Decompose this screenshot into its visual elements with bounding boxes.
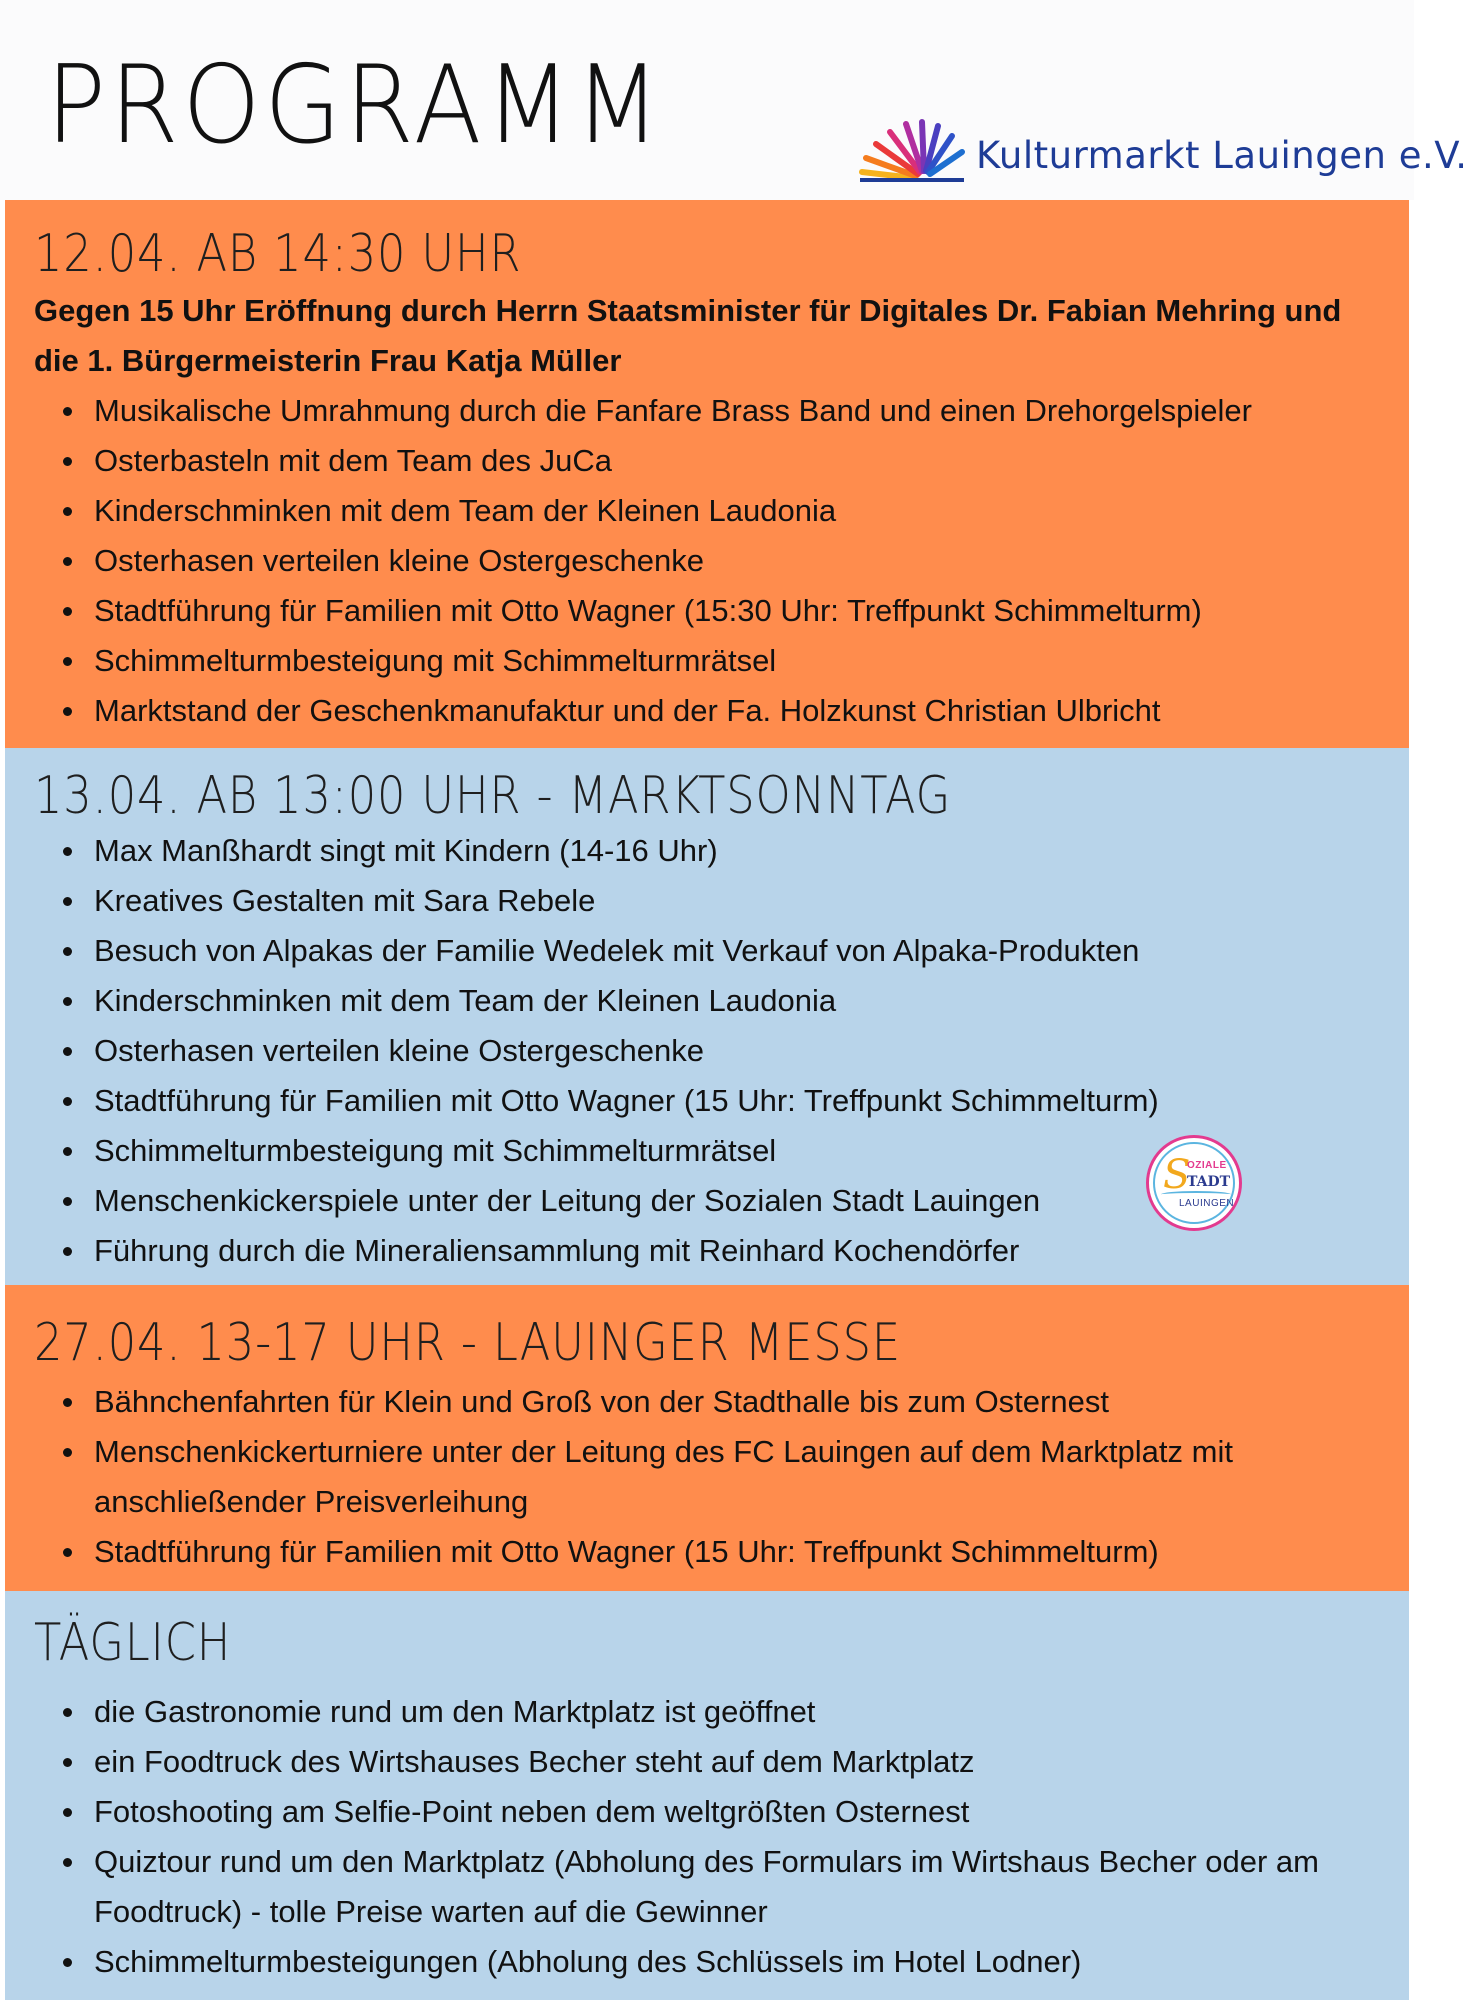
list-item: Marktstand der Geschenkmanufaktur und der Fa. Holzkunst Christian Ulbricht <box>34 686 1389 736</box>
list-item: Max Manßhardt singt mit Kindern (14-16 Uhr) <box>34 826 1389 876</box>
fan-rays-icon <box>856 120 966 184</box>
program-list <box>34 1687 1389 1987</box>
badge-line2: TADT <box>1187 1174 1231 1190</box>
program-list <box>34 1377 1389 1577</box>
list-item: die Gastronomie rund um den Marktplatz ist geöffnet <box>34 1687 1389 1737</box>
list-item: Osterbasteln mit dem Team des JuCa <box>34 436 1389 486</box>
list-item: Stadtführung für Familien mit Otto Wagner (15:30 Uhr: Treffpunkt Schimmelturm) <box>34 586 1389 636</box>
list-item: Musikalische Umrahmung durch die Fanfare Brass Band und einen Drehorgelspieler <box>34 386 1389 436</box>
list-item: Bähnchenfahrten für Klein und Groß von der Stadthalle bis zum Osternest <box>34 1377 1389 1427</box>
badge-line3: LAUINGEN <box>1179 1198 1235 1209</box>
soziale-stadt-logo <box>1146 1135 1242 1231</box>
list-item: Schimmelturmbesteigung mit Schimmelturmrätsel <box>34 1126 1389 1176</box>
list-item: Kinderschminken mit dem Team der Kleinen Laudonia <box>34 976 1389 1026</box>
program-list <box>34 386 1389 736</box>
section-27-04 <box>5 1285 1409 1591</box>
list-item: Besuch von Alpakas der Familie Wedelek mit Verkauf von Alpaka-Produkten <box>34 926 1389 976</box>
section-heading: TÄGLICH <box>34 1613 232 1673</box>
list-item: Kreatives Gestalten mit Sara Rebele <box>34 876 1389 926</box>
list-item: Fotoshooting am Selfie-Point neben dem weltgrößten Osternest <box>34 1787 1389 1837</box>
list-item: Stadtführung für Familien mit Otto Wagner (15 Uhr: Treffpunkt Schimmelturm) <box>34 1527 1389 1577</box>
list-item: ein Foodtruck des Wirtshauses Becher steht auf dem Marktplatz <box>34 1737 1389 1787</box>
logo-text: Kulturmarkt Lauingen e.V. <box>976 134 1468 177</box>
list-item: Quiztour rund um den Marktplatz (Abholung des Formulars im Wirtshaus Becher oder am Foodtruck) - tolle Preise warten auf die Gewinner <box>34 1837 1389 1937</box>
list-item: Schimmelturmbesteigung mit Schimmelturmrätsel <box>34 636 1389 686</box>
section-heading: 12.04. AB 14:30 UHR <box>34 224 522 284</box>
badge-letter: S <box>1163 1152 1191 1198</box>
wave-icon <box>1161 1191 1231 1198</box>
list-item: Stadtführung für Familien mit Otto Wagner (15 Uhr: Treffpunkt Schimmelturm) <box>34 1076 1389 1126</box>
list-item: Osterhasen verteilen kleine Ostergeschenke <box>34 536 1389 586</box>
list-item: Kinderschminken mit dem Team der Kleinen Laudonia <box>34 486 1389 536</box>
list-item: Schimmelturmbesteigungen (Abholung des Schlüssels im Hotel Lodner) <box>34 1937 1389 1987</box>
section-heading: 27.04. 13-17 UHR - LAUINGER MESSE <box>34 1313 901 1373</box>
list-item: Menschenkickerspiele unter der Leitung der Sozialen Stadt Lauingen <box>34 1176 1389 1226</box>
kulturmarkt-logo <box>856 120 1468 184</box>
page-title: PROGRAMM <box>46 43 665 168</box>
list-item: Führung durch die Mineraliensammlung mit Reinhard Kochendörfer <box>34 1226 1389 1276</box>
opening-note: Gegen 15 Uhr Eröffnung durch Herrn Staatsminister für Digitales Dr. Fabian Mehring und die 1. Bürgermeisterin Frau Katja Müller <box>34 293 1342 378</box>
badge-line1: OZIALE <box>1187 1160 1227 1171</box>
list-item: Menschenkickerturniere unter der Leitung des FC Lauingen auf dem Marktplatz mit anschließender Preisverleihung <box>34 1427 1389 1527</box>
page-header <box>0 0 1468 200</box>
section-heading: 13.04. AB 13:00 UHR - MARKTSONNTAG <box>34 766 952 826</box>
list-item: Osterhasen verteilen kleine Ostergeschenke <box>34 1026 1389 1076</box>
section-12-04 <box>5 200 1409 748</box>
section-taeglich <box>5 1591 1409 2000</box>
